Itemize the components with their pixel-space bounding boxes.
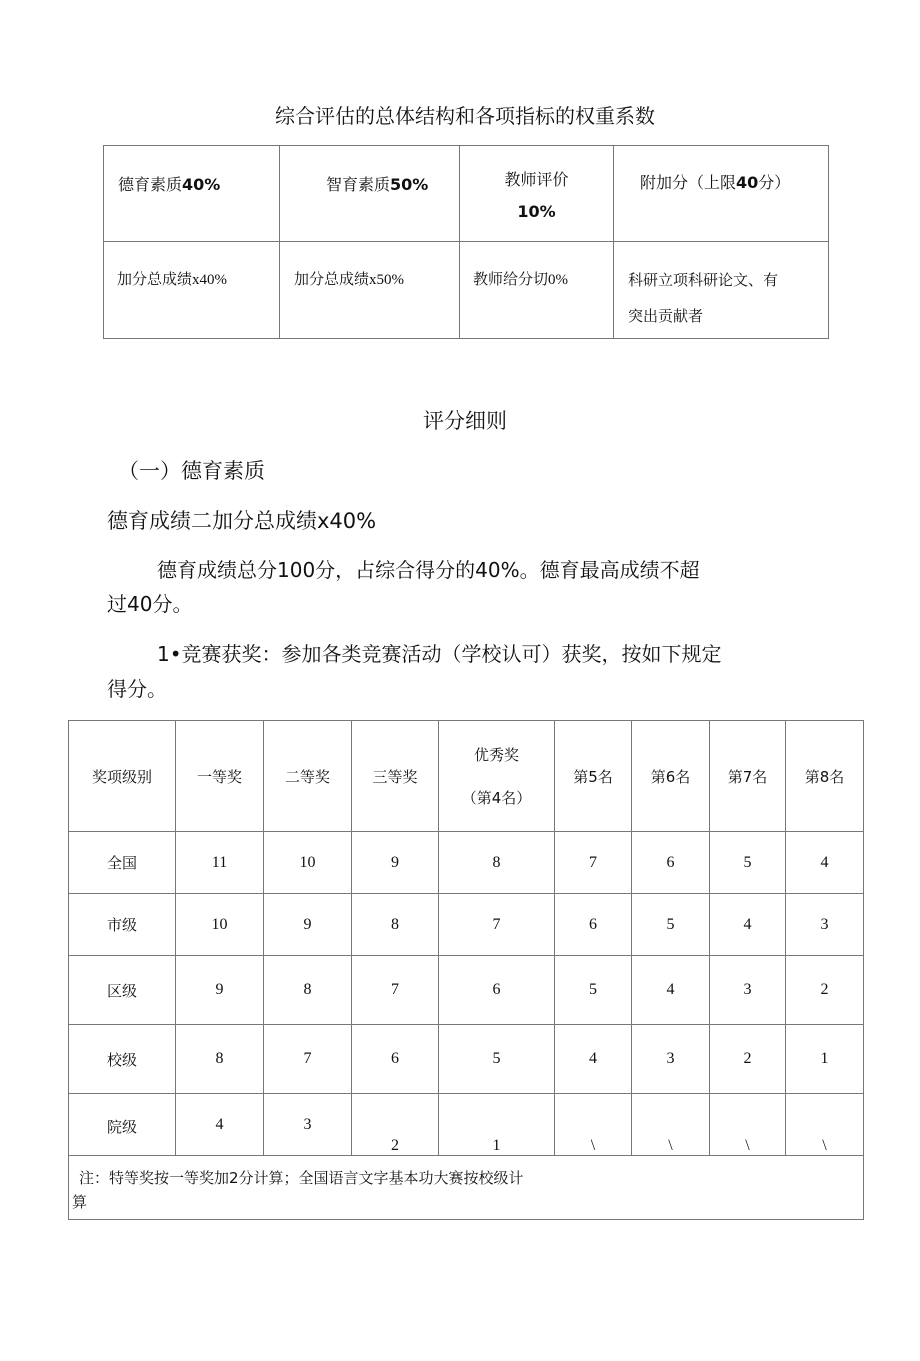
paragraph-2-line-2: 得分。: [107, 677, 167, 701]
detail-moral: 加分总成绩x40%: [104, 242, 280, 339]
score-cell: 6: [555, 894, 632, 956]
note-cell: 注：特等奖按一等奖加2分计算；全国语言文字基本功大赛按校级计 算: [69, 1156, 864, 1220]
score-cell: 3: [786, 894, 864, 956]
table-row: [69, 894, 864, 956]
score-cell: 2: [352, 1094, 439, 1156]
score-cell: \: [710, 1094, 786, 1156]
score-cell: 9: [264, 894, 352, 956]
section-title: 评分细则: [423, 409, 507, 433]
score-cell: 6: [439, 956, 555, 1025]
header-6th: 第6名: [632, 721, 710, 832]
score-cell: 1: [439, 1094, 555, 1156]
paragraph-2-line-1: 1•竞赛获奖：参加各类竞赛活动（学校认可）获奖，按如下规定: [157, 642, 722, 666]
score-cell: 7: [439, 894, 555, 956]
score-cell: 4: [632, 956, 710, 1025]
header-moral: 德育素质40%: [104, 146, 280, 242]
level-cell: 全国: [69, 832, 176, 894]
score-cell: \: [632, 1094, 710, 1156]
score-cell: 4: [786, 832, 864, 894]
score-cell: 3: [710, 956, 786, 1025]
score-cell: 8: [176, 1025, 264, 1094]
score-cell: 5: [710, 832, 786, 894]
score-cell: \: [555, 1094, 632, 1156]
score-cell: 4: [555, 1025, 632, 1094]
table-row: [69, 832, 864, 894]
paragraph-1-line-2: 过40分。: [107, 592, 193, 616]
header-excellence: 优秀奖 （第4名）: [439, 721, 555, 832]
header-teacher: 教师评价 10%: [460, 146, 614, 242]
header-second: 二等奖: [264, 721, 352, 832]
page-title: 综合评估的总体结构和各项指标的权重系数: [275, 104, 655, 128]
score-cell: 10: [176, 894, 264, 956]
score-cell: 4: [710, 894, 786, 956]
header-7th: 第7名: [710, 721, 786, 832]
score-cell: 10: [264, 832, 352, 894]
score-cell: 9: [352, 832, 439, 894]
score-cell: 2: [710, 1025, 786, 1094]
score-cell: 4: [176, 1094, 264, 1156]
score-cell: 6: [632, 832, 710, 894]
score-cell: 5: [555, 956, 632, 1025]
score-cell: 1: [786, 1025, 864, 1094]
score-cell: 5: [632, 894, 710, 956]
score-cell: 7: [555, 832, 632, 894]
score-cell: 8: [439, 832, 555, 894]
score-cell: 2: [786, 956, 864, 1025]
detail-intellect: 加分总成绩x50%: [280, 242, 460, 339]
score-cell: 8: [264, 956, 352, 1025]
header-level: 奖项级别: [69, 721, 176, 832]
table-row: [69, 1025, 864, 1094]
score-cell: 8: [352, 894, 439, 956]
weights-table: [103, 145, 829, 339]
score-cell: \: [786, 1094, 864, 1156]
score-cell: 6: [352, 1025, 439, 1094]
header-5th: 第5名: [555, 721, 632, 832]
paragraph-1-line-1: 德育成绩总分100分，占综合得分的40%。德育最高成绩不超: [157, 558, 700, 582]
level-cell: 院级: [69, 1094, 176, 1156]
level-cell: 校级: [69, 1025, 176, 1094]
score-cell: 7: [352, 956, 439, 1025]
table-row: [69, 1094, 864, 1156]
header-third: 三等奖: [352, 721, 439, 832]
detail-bonus: 科研立项科研论文、有 突出贡献者: [614, 242, 829, 339]
level-cell: 区级: [69, 956, 176, 1025]
score-cell: 3: [632, 1025, 710, 1094]
formula: 德育成绩二加分总成绩x40%: [107, 509, 377, 533]
awards-table: [68, 720, 864, 1220]
level-cell: 市级: [69, 894, 176, 956]
table-row: [69, 956, 864, 1025]
score-cell: 7: [264, 1025, 352, 1094]
header-first: 一等奖: [176, 721, 264, 832]
note-row: [69, 1156, 864, 1220]
score-cell: 11: [176, 832, 264, 894]
header-bonus: 附加分（上限40分）: [614, 146, 829, 242]
header-8th: 第8名: [786, 721, 864, 832]
detail-teacher: 教师给分切0%: [460, 242, 614, 339]
header-intellect: 智育素质50%: [280, 146, 460, 242]
score-cell: 5: [439, 1025, 555, 1094]
subsection-title: （一）德育素质: [118, 459, 265, 483]
score-cell: 3: [264, 1094, 352, 1156]
score-cell: 9: [176, 956, 264, 1025]
header-row: [69, 721, 864, 832]
